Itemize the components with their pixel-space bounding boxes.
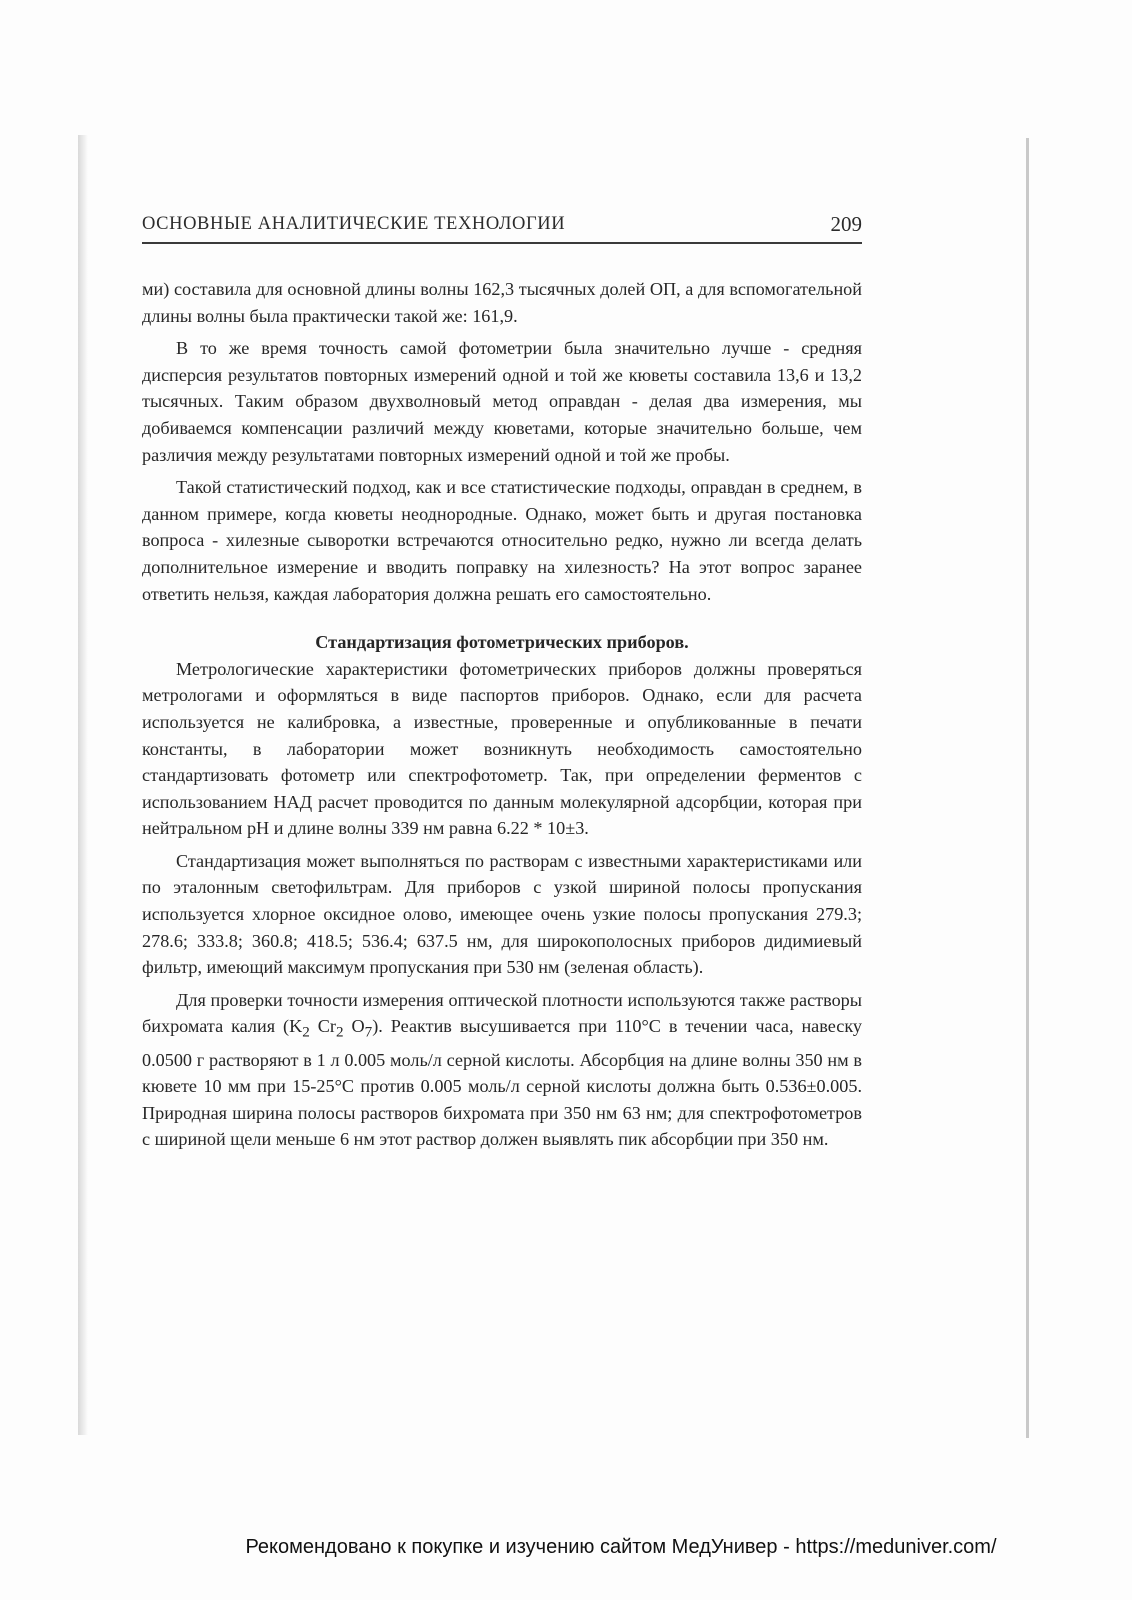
paragraph: В то же время точность самой фотометрии была значительно лучше - средняя дисперсия результатов повторных измерений одной и той же кюветы составила 13,6 и 13,2 тысячных. Таким образом двухволновый метод оправдан - делая два измерения, мы добиваемся компенсации различий между кюветами, которые значительно больше, чем различия между результатами повторных измерений одной и той же пробы. (142, 338, 862, 465)
subscript: 2 (302, 1024, 310, 1042)
header-rule (142, 242, 862, 244)
paragraph: Стандартизация может выполняться по растворам с известными характеристиками или по эталонным светофильтрам. Для приборов с узкой шириной полосы пропускания используется хлорное оксидное олово, имеющее очень узкие полосы пропускания 279.3; 278.6; 333.8; 360.8; 418.5; 536.4; 637.5 нм, для широкополосных приборов дидимиевый фильтр, имеющий максимум пропускания при 530 нм (зеленая область). (142, 850, 862, 978)
body-text (142, 276, 862, 1153)
paragraph: ми) составила для основной длины волны 162,3 тысячных долей ОП, а для вспомогательной длины волны была практически такой же: 161,9. (142, 279, 862, 326)
paragraph-text: Для проверки точности измерения оптической плотности используются также растворы бихромата калия (K (142, 989, 862, 1037)
page-right-edge-line (1026, 138, 1029, 1438)
page-number: 209 (830, 212, 862, 236)
running-title: ОСНОВНЫЕ АНАЛИТИЧЕСКИЕ ТЕХНОЛОГИИ (142, 214, 566, 234)
subscript: 2 (335, 1024, 344, 1042)
subscript: 7 (364, 1024, 373, 1042)
paragraph: Метрологические характеристики фотометрических приборов должны проверяться метрологами и оформляться в виде паспортов приборов. Однако, если для расчета используется не калибровка, а известные, проверенные и опубликованные в печати константы, в лаборатории может возникнуть необходимость самостоятельно стандартизовать фотометр или спектрофотометр. Так, при определении ферментов с использованием НАД расчет проводится по данным молекулярной адсорбции, которая при нейтральном pH и длине волны 339 нм равна 6.22 * 10±3. (142, 658, 862, 839)
footer-recommendation[interactable] (0, 1536, 1132, 1559)
paragraph-text: O (343, 1016, 365, 1037)
footer-link-text[interactable]: Рекомендовано к покупке и изучению сайтом МедУнивер - https://meduniver.com/ (245, 1536, 997, 1558)
paragraph: Такой статистический подход, как и все статистические подходы, оправдан в среднем, в данном примере, когда кюветы неоднородные. Однако, может быть и другая постановка вопроса - хилезные сыворотки встречаются относительно редко, нужно ли всегда делать дополнительное измерение и вводить поправку на хилезность? На этот вопрос заранее ответить нельзя, каждая лаборатория должна решать его самостоятельно. (142, 477, 862, 604)
paragraph (142, 987, 862, 1153)
section-title: Стандартизация фотометрических приборов. (315, 632, 689, 653)
running-header (142, 214, 862, 242)
paragraph-text: Cr (309, 1016, 336, 1037)
page-left-edge-shadow (78, 135, 88, 1435)
paragraph-text: ). Реактив высушивается при 110°С в течении часа, навеску 0.0500 г растворяют в 1 л 0.005 моль/л серной кислоты. Абсорбция на длине волны 350 нм в кювете 10 мм при 15-25°С против 0.005 моль/л серной кислоты должна быть 0.536±0.005. Природная ширина полосы растворов бихромата при 350 нм 63 нм; для спектрофотометров с шириной щели меньше 6 нм этот раствор должен выявлять пик абсорбции при 350 нм. (142, 1016, 863, 1150)
